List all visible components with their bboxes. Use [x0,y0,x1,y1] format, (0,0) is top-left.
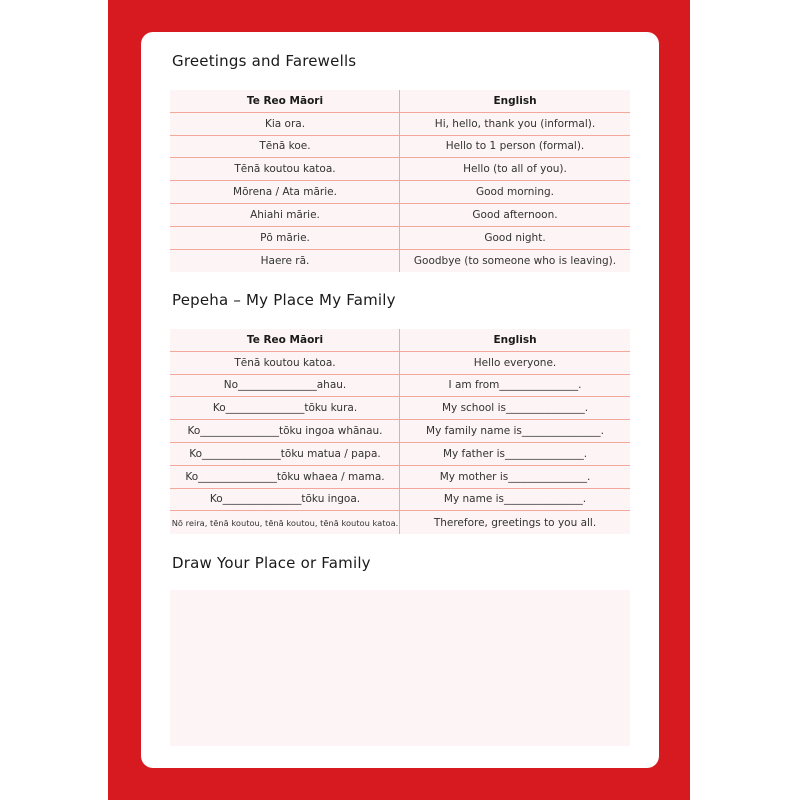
english-cell: My school is_______________. [441,402,589,415]
table-header-row [170,329,630,352]
table-row [170,158,630,181]
table-row [170,420,630,443]
te-reo-cell: Ahiahi mārie. [250,208,320,221]
te-reo-cell: Ko_______________tōku ingoa whānau. [187,425,383,438]
table-row [170,113,630,136]
te-reo-cell: Pō mārie. [260,231,310,244]
draw-section-title: Draw Your Place or Family [172,554,371,572]
te-reo-cell: Mōrena / Ata mārie. [233,186,337,199]
english-cell: Good afternoon. [472,208,558,221]
english-cell: Hello to 1 person (formal). [445,140,585,153]
header-english: English [493,94,537,107]
english-cell: Good night. [484,231,546,244]
english-cell: My family name is_______________. [426,425,604,438]
te-reo-cell: Ko_______________tōku whaea / mama. [185,470,385,483]
english-cell: Hello everyone. [473,356,557,369]
worksheet-page [141,32,659,768]
table-row [170,511,630,534]
te-reo-cell: Tēnā koe. [259,140,311,153]
header-te-reo: Te Reo Māori [246,94,324,107]
table-row [170,227,630,250]
table-row [170,466,630,489]
pepeha-table [170,329,630,534]
table-row [170,204,630,227]
table-row [170,397,630,420]
english-cell: Hi, hello, thank you (informal). [434,117,596,130]
drawing-area[interactable] [170,590,630,746]
header-english: English [493,333,537,346]
table-row [170,250,630,273]
te-reo-cell: Tēnā koutou katoa. [234,356,336,369]
english-cell: Therefore, greetings to you all. [433,516,597,529]
header-te-reo: Te Reo Māori [246,333,324,346]
english-cell: Hello (to all of you). [463,163,567,176]
te-reo-cell: No_______________ahau. [223,379,347,392]
greetings-section-title: Greetings and Farewells [172,52,357,70]
english-cell: My name is_______________. [443,493,587,506]
te-reo-cell: Tēnā koutou katoa. [234,163,336,176]
te-reo-cell: Haere rā. [260,254,310,267]
table-row [170,136,630,159]
table-row [170,375,630,398]
table-row [170,443,630,466]
english-cell: Goodbye (to someone who is leaving). [413,254,617,267]
greetings-table [170,90,630,272]
pepeha-section-title: Pepeha – My Place My Family [172,291,396,309]
table-row [170,181,630,204]
te-reo-cell: Ko_______________tōku kura. [212,402,358,415]
english-cell: My father is_______________. [442,447,588,460]
te-reo-cell: Ko_______________tōku matua / papa. [189,447,381,460]
te-reo-cell: Kia ora. [264,117,306,130]
english-cell: I am from_______________. [448,379,582,392]
table-header-row [170,90,630,113]
table-row [170,489,630,512]
english-cell: My mother is_______________. [439,470,591,483]
te-reo-cell: Nō reira, tēnā koutou, tēnā koutou, tēnā koutou katoa. [171,517,399,528]
table-row [170,352,630,375]
te-reo-cell: Ko_______________tōku ingoa. [209,493,361,506]
english-cell: Good morning. [475,186,554,199]
